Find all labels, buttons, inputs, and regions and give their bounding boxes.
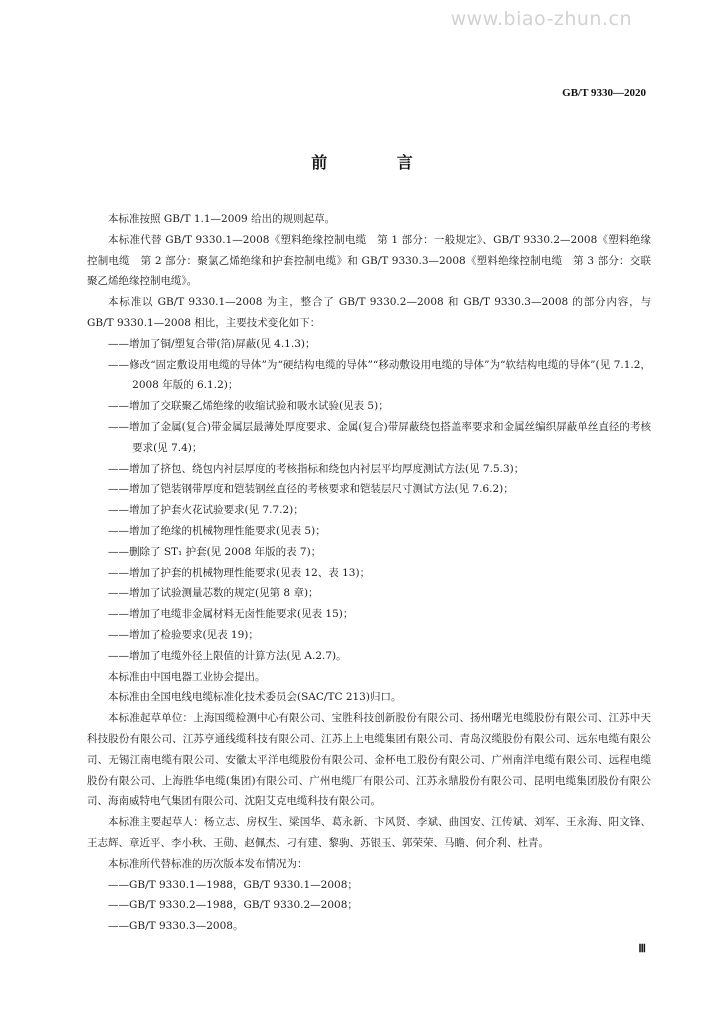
change-item: ——增加了试验测量芯数的规定(见第 8 章)； <box>108 587 319 600</box>
page-title: 前 言 <box>311 153 445 172</box>
change-item: ——删除了 ST₁ 护套(见 2008 年版的表 7)； <box>108 545 322 558</box>
change-item: ——增加了检验要求(见表 19)； <box>108 628 259 641</box>
history-list <box>87 875 651 937</box>
history-item: ——GB/T 9330.3—2008。 <box>108 920 244 933</box>
change-item: ——增加了绝缘的机械物理性能要求(见表 5)； <box>108 524 326 537</box>
paragraph-drafting-units: 本标准起草单位：上海国缆检测中心有限公司、宝胜科技创新股份有限公司、扬州曙光电缆股份有限公司、江苏中天科技股份有限公司、江苏亨通线缆科技有限公司、江苏上上电缆集团有限公司、青岛汉缆股份有限公司、远东电缆有限公司、无锡江南电缆有限公司、安徽太平洋电缆股份有限公司、金杯电工股份有限公司、广州南洋电缆有限公司、远程电缆股份有限公司、上海胜华电缆(集团)有限公司、广州电缆厂有限公司、江苏永鼎股份有限公司、昆明电缆集团股份有限公司、海南威特电气集团有限公司、沈阳艾克电缆科技有限公司。 <box>87 712 651 808</box>
change-item: ——修改“固定敷设用电缆的导体”为“硬结构电缆的导体”“移动敷设用电缆的导体”为“软结构电缆的导体”(见 7.1.2，2008 年版的 6.1.2)； <box>108 358 651 392</box>
paragraph-proposed-by: 本标准由中国电器工业协会提出。 <box>108 670 266 683</box>
change-item: ——增加了挤包、绕包内衬层厚度的考核指标和绕包内衬层平均厚度测试方法(见 7.5.3)； <box>108 462 525 475</box>
paragraph-changes-intro: 本标准以 GB/T 9330.1—2008 为主，整合了 GB/T 9330.2—2008 和 GB/T 9330.3—2008 的部分内容，与 GB/T 9330.1—2008 相比，主要技术变化如下： <box>87 296 651 329</box>
change-item: ——增加了交联聚乙烯绝缘的收缩试验和吸水试验(见表 5)； <box>108 400 389 413</box>
page-number: Ⅲ <box>638 943 646 955</box>
paragraph-drafters: 本标准主要起草人：杨立志、房权生、梁国华、葛永新、卞风贤、李斌、曲国安、江传斌、刘军、王永海、阳文锋、王志辉、章近平、李小秋、王勋、赵佩杰、刁有建、黎驹、苏银玉、郭荣荣、马瞻、何介利、杜青。 <box>87 816 651 849</box>
change-item: ——增加了电缆外径上限值的计算方法(见 A.2.7)。 <box>108 649 347 662</box>
history-item: ——GB/T 9330.2—1988，GB/T 9330.2—2008； <box>108 899 358 912</box>
paragraph-history-intro: 本标准所代替标准的历次版本发布情况为： <box>108 857 308 870</box>
standard-code-header: GB/T 9330—2020 <box>562 87 646 99</box>
change-item: ——增加了金属(复合)带金属层最薄处厚度要求、金属(复合)带屏蔽绕包搭盖率要求和金属丝编织屏蔽单丝直径的考核要求(见 7.4)； <box>108 420 651 454</box>
change-item: ——增加了护套火花试验要求(见 7.7.2)； <box>108 504 304 517</box>
changes-list <box>87 334 651 667</box>
change-item: ——增加了铠装钢带厚度和铠装钢丝直径的考核要求和铠装层尺寸测试方法(见 7.6.2)； <box>108 483 514 496</box>
change-item: ——增加了电缆非金属材料无卤性能要求(见表 15)； <box>108 608 354 621</box>
paragraph-drafting-rules: 本标准按照 GB/T 1.1—2009 给出的规则起草。 <box>108 213 336 225</box>
paragraph-under-jurisdiction: 本标准由全国电线电缆标准化技术委员会(SAC/TC 213)归口。 <box>108 691 402 704</box>
change-item: ——增加了护套的机械物理性能要求(见表 12、表 13)； <box>108 566 371 579</box>
foreword-body <box>87 209 651 937</box>
paragraph-replaces: 本标准代替 GB/T 9330.1—2008《塑料绝缘控制电缆 第 1 部分：一般规定》、GB/T 9330.2—2008《塑料绝缘控制电缆 第 2 部分：聚氯乙烯绝缘和护套控制电缆》和 GB/T 9330.3—2008《塑料绝缘控制电缆 第 3 部分：交联聚乙烯绝缘控制电缆》。 <box>87 233 651 288</box>
history-item: ——GB/T 9330.1—1988，GB/T 9330.1—2008； <box>108 878 358 891</box>
site-watermark: www.biao-zhun.cn <box>450 8 632 30</box>
change-item: ——增加了铜/塑复合带(箔)屏蔽(见 4.1.3)； <box>108 337 316 350</box>
